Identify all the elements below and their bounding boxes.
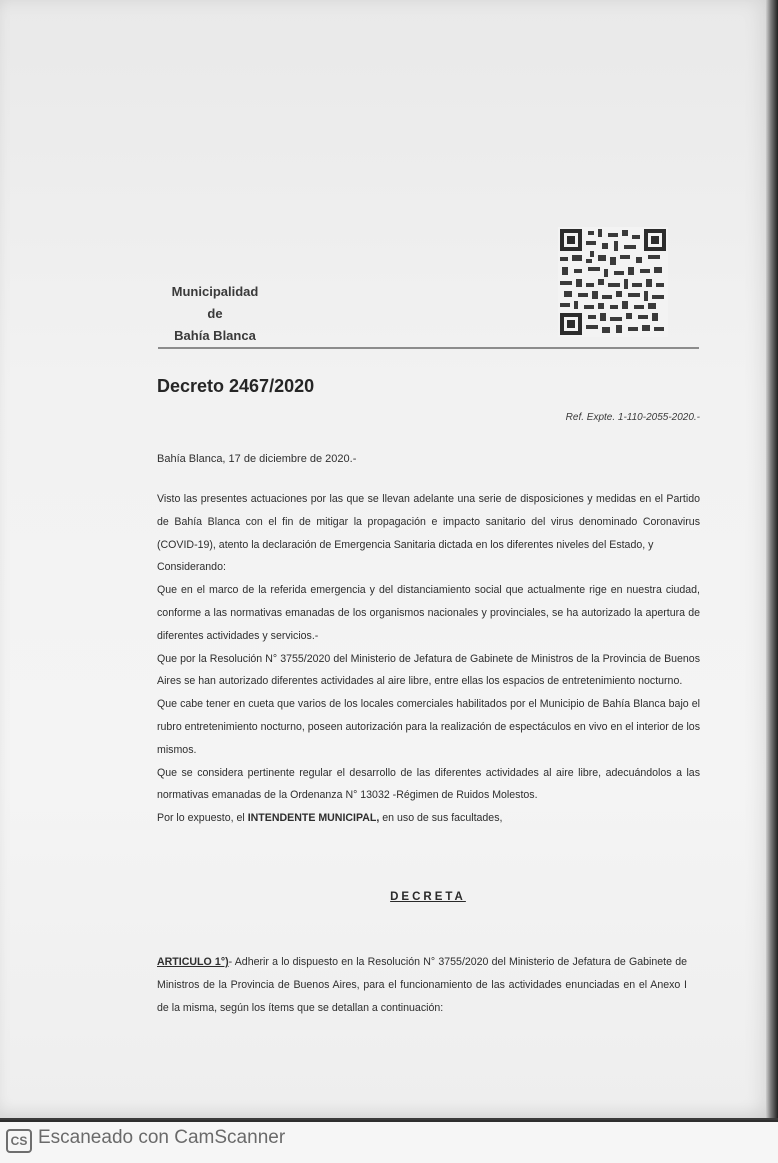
municipality-header: [162, 281, 268, 347]
date-line: Bahía Blanca, 17 de diciembre de 2020.-: [157, 453, 357, 465]
decree-title: Decreto 2467/2020: [157, 376, 315, 396]
page-edge-shadow: [766, 0, 778, 1118]
decree-body: [157, 488, 700, 830]
closing-suffix: en uso de sus facultades,: [379, 812, 503, 825]
decreta-heading: DECRETA: [390, 891, 466, 903]
camscanner-logo-icon: CS: [6, 1129, 32, 1153]
paragraph-resolucion: Que por la Resolución N° 3755/2020 del Ministerio de Jefatura de Gabinete de Ministros de la Provincia de Buenos Aires se han autorizado diferentes actividades al aire libre, entre ellas los espacios de entretenimiento nocturno.: [157, 652, 700, 688]
header-divider: [158, 347, 699, 349]
article-1: [157, 951, 687, 1019]
municipality-line-3: Bahía Blanca: [174, 328, 256, 343]
paragraph-emergencia: Que en el marco de la referida emergencia y del distanciamiento social que actualmente rige en nuestra ciudad, conforme a las normativas emanadas de los organismos nacionales y provinciales, se ha autorizado la apertura de diferentes actividades y servicios.-: [157, 584, 700, 642]
municipality-line-2: de: [207, 306, 223, 321]
camscanner-watermark: Escaneado con CamScanner: [38, 1127, 286, 1148]
municipality-line-1: Municipalidad: [171, 284, 259, 299]
closing-intendente: INTENDENTE MUNICIPAL,: [247, 812, 380, 825]
paragraph-regular: Que se considera pertinente regular el desarrollo de las diferentes actividades al aire libre, adecuándolos a las normativas emanadas de la Ordenanza N° 13032 -Régimen de Ruidos Molestos.: [157, 766, 700, 802]
closing-prefix: Por lo expuesto, el: [157, 812, 248, 825]
article-1-text: - Adherir a lo dispuesto en la Resolución N° 3755/2020 del Ministerio de Jefatura de Gabinete de Ministros de la Provincia de Buenos Aires, para el funcionamiento de las actividades enunciadas en el Anexo I de la misma, según los ítems que se detallan a continuación:: [157, 956, 687, 1014]
article-1-label: ARTICULO 1°): [157, 956, 229, 968]
paragraph-considerando: Considerando:: [157, 561, 226, 574]
paragraph-closing: [157, 807, 700, 830]
file-reference: Ref. Expte. 1-110-2055-2020.-: [565, 412, 700, 423]
paragraph-visto: Visto las presentes actuaciones por las que se llevan adelante una serie de disposiciones y medidas en el Partido de Bahía Blanca con el fin de mitigar la propagación e impacto sanitario del virus denominado Coronavirus (COVID-19), atento la declaración de Emergencia Sanitaria dictada en los diferentes niveles del Estado, y: [157, 493, 700, 551]
qr-code-icon: [558, 227, 668, 337]
paragraph-locales: Que cabe tener en cueta que varios de los locales comerciales habilitados por el Municipio de Bahía Blanca bajo el rubro entretenimiento nocturno, poseen autorización para la realización de espectáculos en vivo en el interior de los mismos.: [157, 698, 700, 756]
